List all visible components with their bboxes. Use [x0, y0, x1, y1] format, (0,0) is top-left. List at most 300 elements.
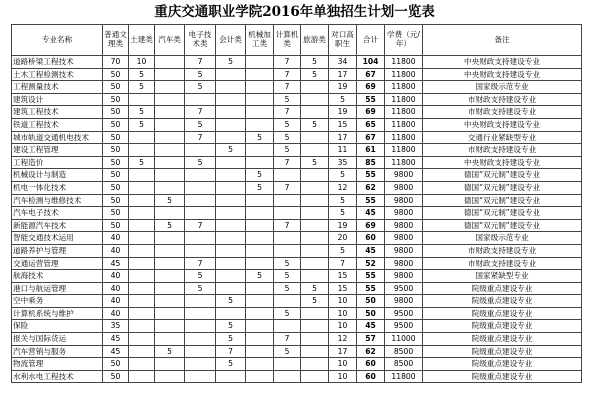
quota-cell: 7: [216, 345, 246, 358]
quota-cell: [155, 370, 185, 383]
tuition-cell: 11800: [385, 106, 423, 119]
quota-cell: [216, 270, 246, 283]
total-cell: 55: [357, 169, 385, 182]
quota-cell: 50: [103, 219, 129, 232]
major-name-cell: 机械设计与制造: [12, 169, 103, 182]
quota-cell: [246, 320, 274, 333]
quota-cell: 50: [103, 106, 129, 119]
table-row: [12, 56, 582, 69]
quota-cell: [155, 68, 185, 81]
quota-cell: 40: [103, 295, 129, 308]
quota-cell: 5: [246, 270, 274, 283]
remark-cell: 院级重点建设专业: [423, 307, 582, 320]
tuition-cell: 9800: [385, 257, 423, 270]
total-cell: 55: [357, 270, 385, 283]
quota-cell: [216, 106, 246, 119]
quota-cell: [155, 307, 185, 320]
major-name-cell: 建筑设计: [12, 93, 103, 106]
quota-cell: [246, 244, 274, 257]
quota-cell: 5: [216, 144, 246, 157]
quota-cell: [216, 118, 246, 131]
remark-cell: 院级重点建设专业: [423, 320, 582, 333]
quota-cell: 50: [103, 370, 129, 383]
quota-cell: [274, 169, 301, 182]
tuition-cell: 9800: [385, 244, 423, 257]
quota-cell: [216, 244, 246, 257]
tuition-cell: 11800: [385, 93, 423, 106]
total-cell: 69: [357, 106, 385, 119]
quota-cell: [246, 144, 274, 157]
table-row: [12, 307, 582, 320]
quota-cell: 40: [103, 244, 129, 257]
quota-cell: [155, 56, 185, 69]
total-cell: 52: [357, 257, 385, 270]
quota-cell: [246, 118, 274, 131]
quota-cell: [246, 81, 274, 94]
total-cell: 55: [357, 282, 385, 295]
quota-cell: 10: [329, 295, 357, 308]
quota-cell: [129, 169, 155, 182]
quota-cell: [301, 131, 329, 144]
quota-cell: 5: [216, 295, 246, 308]
tuition-cell: 11800: [385, 81, 423, 94]
quota-cell: [216, 156, 246, 169]
quota-cell: [155, 257, 185, 270]
quota-cell: [216, 282, 246, 295]
quota-cell: [185, 307, 216, 320]
quota-cell: 5: [185, 68, 216, 81]
quota-cell: [185, 244, 216, 257]
quota-cell: 40: [103, 232, 129, 245]
quota-cell: [185, 144, 216, 157]
remark-cell: 市财政支持建设专业: [423, 93, 582, 106]
tuition-cell: 11000: [385, 333, 423, 346]
table-row: [12, 118, 582, 131]
quota-cell: [246, 106, 274, 119]
total-cell: 45: [357, 320, 385, 333]
quota-cell: 50: [103, 144, 129, 157]
column-header: 土建类: [129, 25, 155, 56]
table-body: [12, 56, 582, 383]
column-header: 专业名称: [12, 25, 103, 56]
quota-cell: [129, 144, 155, 157]
tuition-cell: 11800: [385, 56, 423, 69]
tuition-cell: 9800: [385, 207, 423, 220]
total-cell: 50: [357, 307, 385, 320]
quota-cell: 7: [185, 219, 216, 232]
quota-cell: [301, 358, 329, 371]
quota-cell: [274, 358, 301, 371]
quota-cell: [274, 244, 301, 257]
quota-cell: [185, 232, 216, 245]
remark-cell: 院级重点建设专业: [423, 282, 582, 295]
quota-cell: 5: [246, 131, 274, 144]
quota-cell: [301, 194, 329, 207]
quota-cell: 7: [185, 106, 216, 119]
quota-cell: [129, 194, 155, 207]
quota-cell: 7: [274, 68, 301, 81]
major-name-cell: 汽车检测与维修技术: [12, 194, 103, 207]
remark-cell: 院级重点建设专业: [423, 295, 582, 308]
quota-cell: [274, 194, 301, 207]
major-name-cell: 航海技术: [12, 270, 103, 283]
quota-cell: [129, 181, 155, 194]
tuition-cell: 9500: [385, 307, 423, 320]
tuition-cell: 8500: [385, 345, 423, 358]
quota-cell: [155, 93, 185, 106]
enrollment-plan-table: [11, 24, 582, 383]
major-name-cell: 铁道工程技术: [12, 118, 103, 131]
document-title: 重庆交通职业学院2016年单独招生计划一览表: [154, 4, 435, 20]
remark-cell: 德国“双元制”建设专业: [423, 207, 582, 220]
total-cell: 45: [357, 244, 385, 257]
header-row: [12, 25, 582, 56]
quota-cell: [129, 370, 155, 383]
quota-cell: [216, 131, 246, 144]
quota-cell: [155, 282, 185, 295]
table-row: [12, 358, 582, 371]
quota-cell: [246, 194, 274, 207]
quota-cell: 7: [274, 333, 301, 346]
major-name-cell: 汽车电子技术: [12, 207, 103, 220]
table-row: [12, 156, 582, 169]
quota-cell: 50: [103, 156, 129, 169]
column-header: 汽车类: [155, 25, 185, 56]
table-row: [12, 282, 582, 295]
quota-cell: [185, 345, 216, 358]
quota-cell: [301, 244, 329, 257]
quota-cell: 50: [103, 194, 129, 207]
tuition-cell: 11800: [385, 370, 423, 383]
tuition-cell: 11800: [385, 118, 423, 131]
major-name-cell: 保险: [12, 320, 103, 333]
quota-cell: 5: [129, 68, 155, 81]
remark-cell: 市财政支持建设专业: [423, 244, 582, 257]
quota-cell: [274, 207, 301, 220]
column-header: 电子技术类: [185, 25, 216, 56]
total-cell: 61: [357, 144, 385, 157]
quota-cell: 5: [329, 169, 357, 182]
total-cell: 69: [357, 81, 385, 94]
table-row: [12, 131, 582, 144]
quota-cell: [301, 345, 329, 358]
quota-cell: 5: [274, 282, 301, 295]
quota-cell: [246, 207, 274, 220]
tuition-cell: 9800: [385, 270, 423, 283]
quota-cell: [301, 169, 329, 182]
quota-cell: [129, 320, 155, 333]
quota-cell: 7: [185, 131, 216, 144]
quota-cell: 15: [329, 270, 357, 283]
table-row: [12, 106, 582, 119]
quota-cell: [185, 194, 216, 207]
total-cell: 50: [357, 295, 385, 308]
quota-cell: 5: [185, 118, 216, 131]
remark-cell: 交通行业紧缺型专业: [423, 131, 582, 144]
quota-cell: [246, 345, 274, 358]
quota-cell: 50: [103, 169, 129, 182]
tuition-cell: 11800: [385, 131, 423, 144]
tuition-cell: 9500: [385, 282, 423, 295]
quota-cell: 50: [103, 68, 129, 81]
quota-cell: 5: [274, 307, 301, 320]
quota-cell: [129, 219, 155, 232]
quota-cell: 5: [274, 257, 301, 270]
remark-cell: 院级重点建设专业: [423, 370, 582, 383]
quota-cell: [185, 333, 216, 346]
major-name-cell: 新能源汽车技术: [12, 219, 103, 232]
quota-cell: 5: [216, 56, 246, 69]
quota-cell: 5: [301, 118, 329, 131]
quota-cell: 7: [274, 106, 301, 119]
quota-cell: 5: [301, 282, 329, 295]
major-name-cell: 汽车营销与服务: [12, 345, 103, 358]
major-name-cell: 机电一体化技术: [12, 181, 103, 194]
quota-cell: [246, 295, 274, 308]
quota-cell: 50: [103, 207, 129, 220]
quota-cell: [301, 257, 329, 270]
quota-cell: 10: [329, 307, 357, 320]
table-row: [12, 295, 582, 308]
quota-cell: [129, 295, 155, 308]
column-header: 学费（元/年）: [385, 25, 423, 56]
quota-cell: [185, 169, 216, 182]
table-row: [12, 232, 582, 245]
remark-cell: 市财政支持建设专业: [423, 144, 582, 157]
remark-cell: 国家紧缺型专业: [423, 270, 582, 283]
tuition-cell: 9800: [385, 219, 423, 232]
quota-cell: [129, 358, 155, 371]
remark-cell: 市财政支持建设专业: [423, 257, 582, 270]
total-cell: 67: [357, 131, 385, 144]
quota-cell: 7: [274, 156, 301, 169]
quota-cell: 7: [274, 56, 301, 69]
quota-cell: [301, 93, 329, 106]
quota-cell: [155, 232, 185, 245]
quota-cell: [246, 56, 274, 69]
quota-cell: 50: [103, 358, 129, 371]
total-cell: 60: [357, 358, 385, 371]
tuition-cell: 9800: [385, 194, 423, 207]
total-cell: 57: [357, 333, 385, 346]
total-cell: 65: [357, 118, 385, 131]
quota-cell: [274, 232, 301, 245]
remark-cell: 德国“双元制”建设专业: [423, 219, 582, 232]
major-name-cell: 物流管理: [12, 358, 103, 371]
major-name-cell: 报关与国际货运: [12, 333, 103, 346]
quota-cell: [301, 106, 329, 119]
quota-cell: 10: [329, 370, 357, 383]
quota-cell: [274, 370, 301, 383]
column-header: 会计类: [216, 25, 246, 56]
quota-cell: [155, 207, 185, 220]
total-cell: 69: [357, 219, 385, 232]
quota-cell: 5: [274, 345, 301, 358]
quota-cell: [246, 68, 274, 81]
major-name-cell: 空中乘务: [12, 295, 103, 308]
table-row: [12, 144, 582, 157]
quota-cell: [155, 144, 185, 157]
tuition-cell: 11800: [385, 68, 423, 81]
quota-cell: [301, 81, 329, 94]
quota-cell: [301, 333, 329, 346]
quota-cell: 5: [329, 244, 357, 257]
quota-cell: [301, 320, 329, 333]
column-header: 对口高职生: [329, 25, 357, 56]
total-cell: 55: [357, 194, 385, 207]
quota-cell: 15: [329, 282, 357, 295]
quota-cell: 20: [329, 232, 357, 245]
quota-cell: [129, 270, 155, 283]
quota-cell: [155, 81, 185, 94]
quota-cell: 50: [103, 81, 129, 94]
total-cell: 104: [357, 56, 385, 69]
quota-cell: [301, 207, 329, 220]
remark-cell: 国家级示范专业: [423, 232, 582, 245]
quota-cell: [155, 156, 185, 169]
quota-cell: [216, 81, 246, 94]
quota-cell: 17: [329, 68, 357, 81]
major-name-cell: 道路桥梁工程技术: [12, 56, 103, 69]
quota-cell: [301, 370, 329, 383]
quota-cell: 5: [301, 295, 329, 308]
quota-cell: [155, 320, 185, 333]
tuition-cell: 9800: [385, 169, 423, 182]
quota-cell: [301, 144, 329, 157]
total-cell: 60: [357, 370, 385, 383]
quota-cell: 5: [129, 156, 155, 169]
quota-cell: [185, 358, 216, 371]
quota-cell: 45: [103, 257, 129, 270]
column-header: 备注: [423, 25, 582, 56]
quota-cell: [155, 106, 185, 119]
quota-cell: [155, 131, 185, 144]
quota-cell: 5: [129, 106, 155, 119]
remark-cell: 中央财政支持建设专业: [423, 56, 582, 69]
quota-cell: 19: [329, 106, 357, 119]
quota-cell: 17: [329, 131, 357, 144]
quota-cell: [246, 307, 274, 320]
quota-cell: 5: [155, 219, 185, 232]
remark-cell: 中央财政支持建设专业: [423, 156, 582, 169]
quota-cell: 5: [185, 270, 216, 283]
quota-cell: [216, 257, 246, 270]
quota-cell: [185, 295, 216, 308]
tuition-cell: 9800: [385, 295, 423, 308]
quota-cell: 45: [103, 345, 129, 358]
table-row: [12, 370, 582, 383]
quota-cell: 5: [246, 169, 274, 182]
quota-cell: 5: [185, 81, 216, 94]
quota-cell: [129, 307, 155, 320]
quota-cell: 15: [329, 118, 357, 131]
remark-cell: 中央财政支持建设专业: [423, 118, 582, 131]
quota-cell: [246, 370, 274, 383]
total-cell: 45: [357, 207, 385, 220]
table-row: [12, 257, 582, 270]
quota-cell: 5: [185, 156, 216, 169]
quota-cell: [216, 232, 246, 245]
quota-cell: 10: [329, 320, 357, 333]
quota-cell: [129, 244, 155, 257]
quota-cell: 40: [103, 282, 129, 295]
quota-cell: [185, 181, 216, 194]
quota-cell: [185, 93, 216, 106]
tuition-cell: 9800: [385, 181, 423, 194]
quota-cell: 5: [274, 270, 301, 283]
quota-cell: 5: [301, 68, 329, 81]
quota-cell: 5: [274, 144, 301, 157]
remark-cell: 中央财政支持建设专业: [423, 68, 582, 81]
table-row: [12, 244, 582, 257]
quota-cell: 35: [329, 156, 357, 169]
quota-cell: [216, 93, 246, 106]
quota-cell: [274, 295, 301, 308]
quota-cell: 5: [246, 181, 274, 194]
major-name-cell: 工程测量技术: [12, 81, 103, 94]
remark-cell: 德国“双元制”建设专业: [423, 194, 582, 207]
quota-cell: [216, 68, 246, 81]
quota-cell: [301, 219, 329, 232]
quota-cell: 50: [103, 181, 129, 194]
quota-cell: [301, 232, 329, 245]
quota-cell: 40: [103, 270, 129, 283]
quota-cell: 5: [329, 207, 357, 220]
quota-cell: 10: [329, 358, 357, 371]
quota-cell: [274, 320, 301, 333]
major-name-cell: 土木工程检测技术: [12, 68, 103, 81]
table-row: [12, 81, 582, 94]
quota-cell: 12: [329, 181, 357, 194]
quota-cell: 34: [329, 56, 357, 69]
quota-cell: [216, 307, 246, 320]
quota-cell: [129, 282, 155, 295]
quota-cell: [155, 333, 185, 346]
quota-cell: [216, 219, 246, 232]
total-cell: 60: [357, 232, 385, 245]
quota-cell: [155, 358, 185, 371]
remark-cell: 德国“双元制”建设专业: [423, 181, 582, 194]
tuition-cell: 11800: [385, 144, 423, 157]
quota-cell: [129, 93, 155, 106]
quota-cell: [155, 270, 185, 283]
remark-cell: 院级重点建设专业: [423, 345, 582, 358]
quota-cell: 7: [329, 257, 357, 270]
tuition-cell: 9800: [385, 232, 423, 245]
quota-cell: [216, 169, 246, 182]
tuition-cell: 8500: [385, 358, 423, 371]
quota-cell: [246, 282, 274, 295]
quota-cell: [185, 370, 216, 383]
quota-cell: [216, 194, 246, 207]
quota-cell: 5: [216, 358, 246, 371]
quota-cell: 45: [103, 333, 129, 346]
major-name-cell: 城市轨道交通机电技术: [12, 131, 103, 144]
quota-cell: 7: [274, 219, 301, 232]
quota-cell: 5: [129, 81, 155, 94]
table-row: [12, 207, 582, 220]
major-name-cell: 智能交通技术运用: [12, 232, 103, 245]
quota-cell: [246, 232, 274, 245]
quota-cell: [216, 181, 246, 194]
quota-cell: [216, 370, 246, 383]
quota-cell: 50: [103, 93, 129, 106]
quota-cell: [301, 307, 329, 320]
major-name-cell: 港口与航运管理: [12, 282, 103, 295]
column-header: 普通文理类: [103, 25, 129, 56]
column-header: 合计: [357, 25, 385, 56]
remark-cell: 院级重点建设专业: [423, 358, 582, 371]
